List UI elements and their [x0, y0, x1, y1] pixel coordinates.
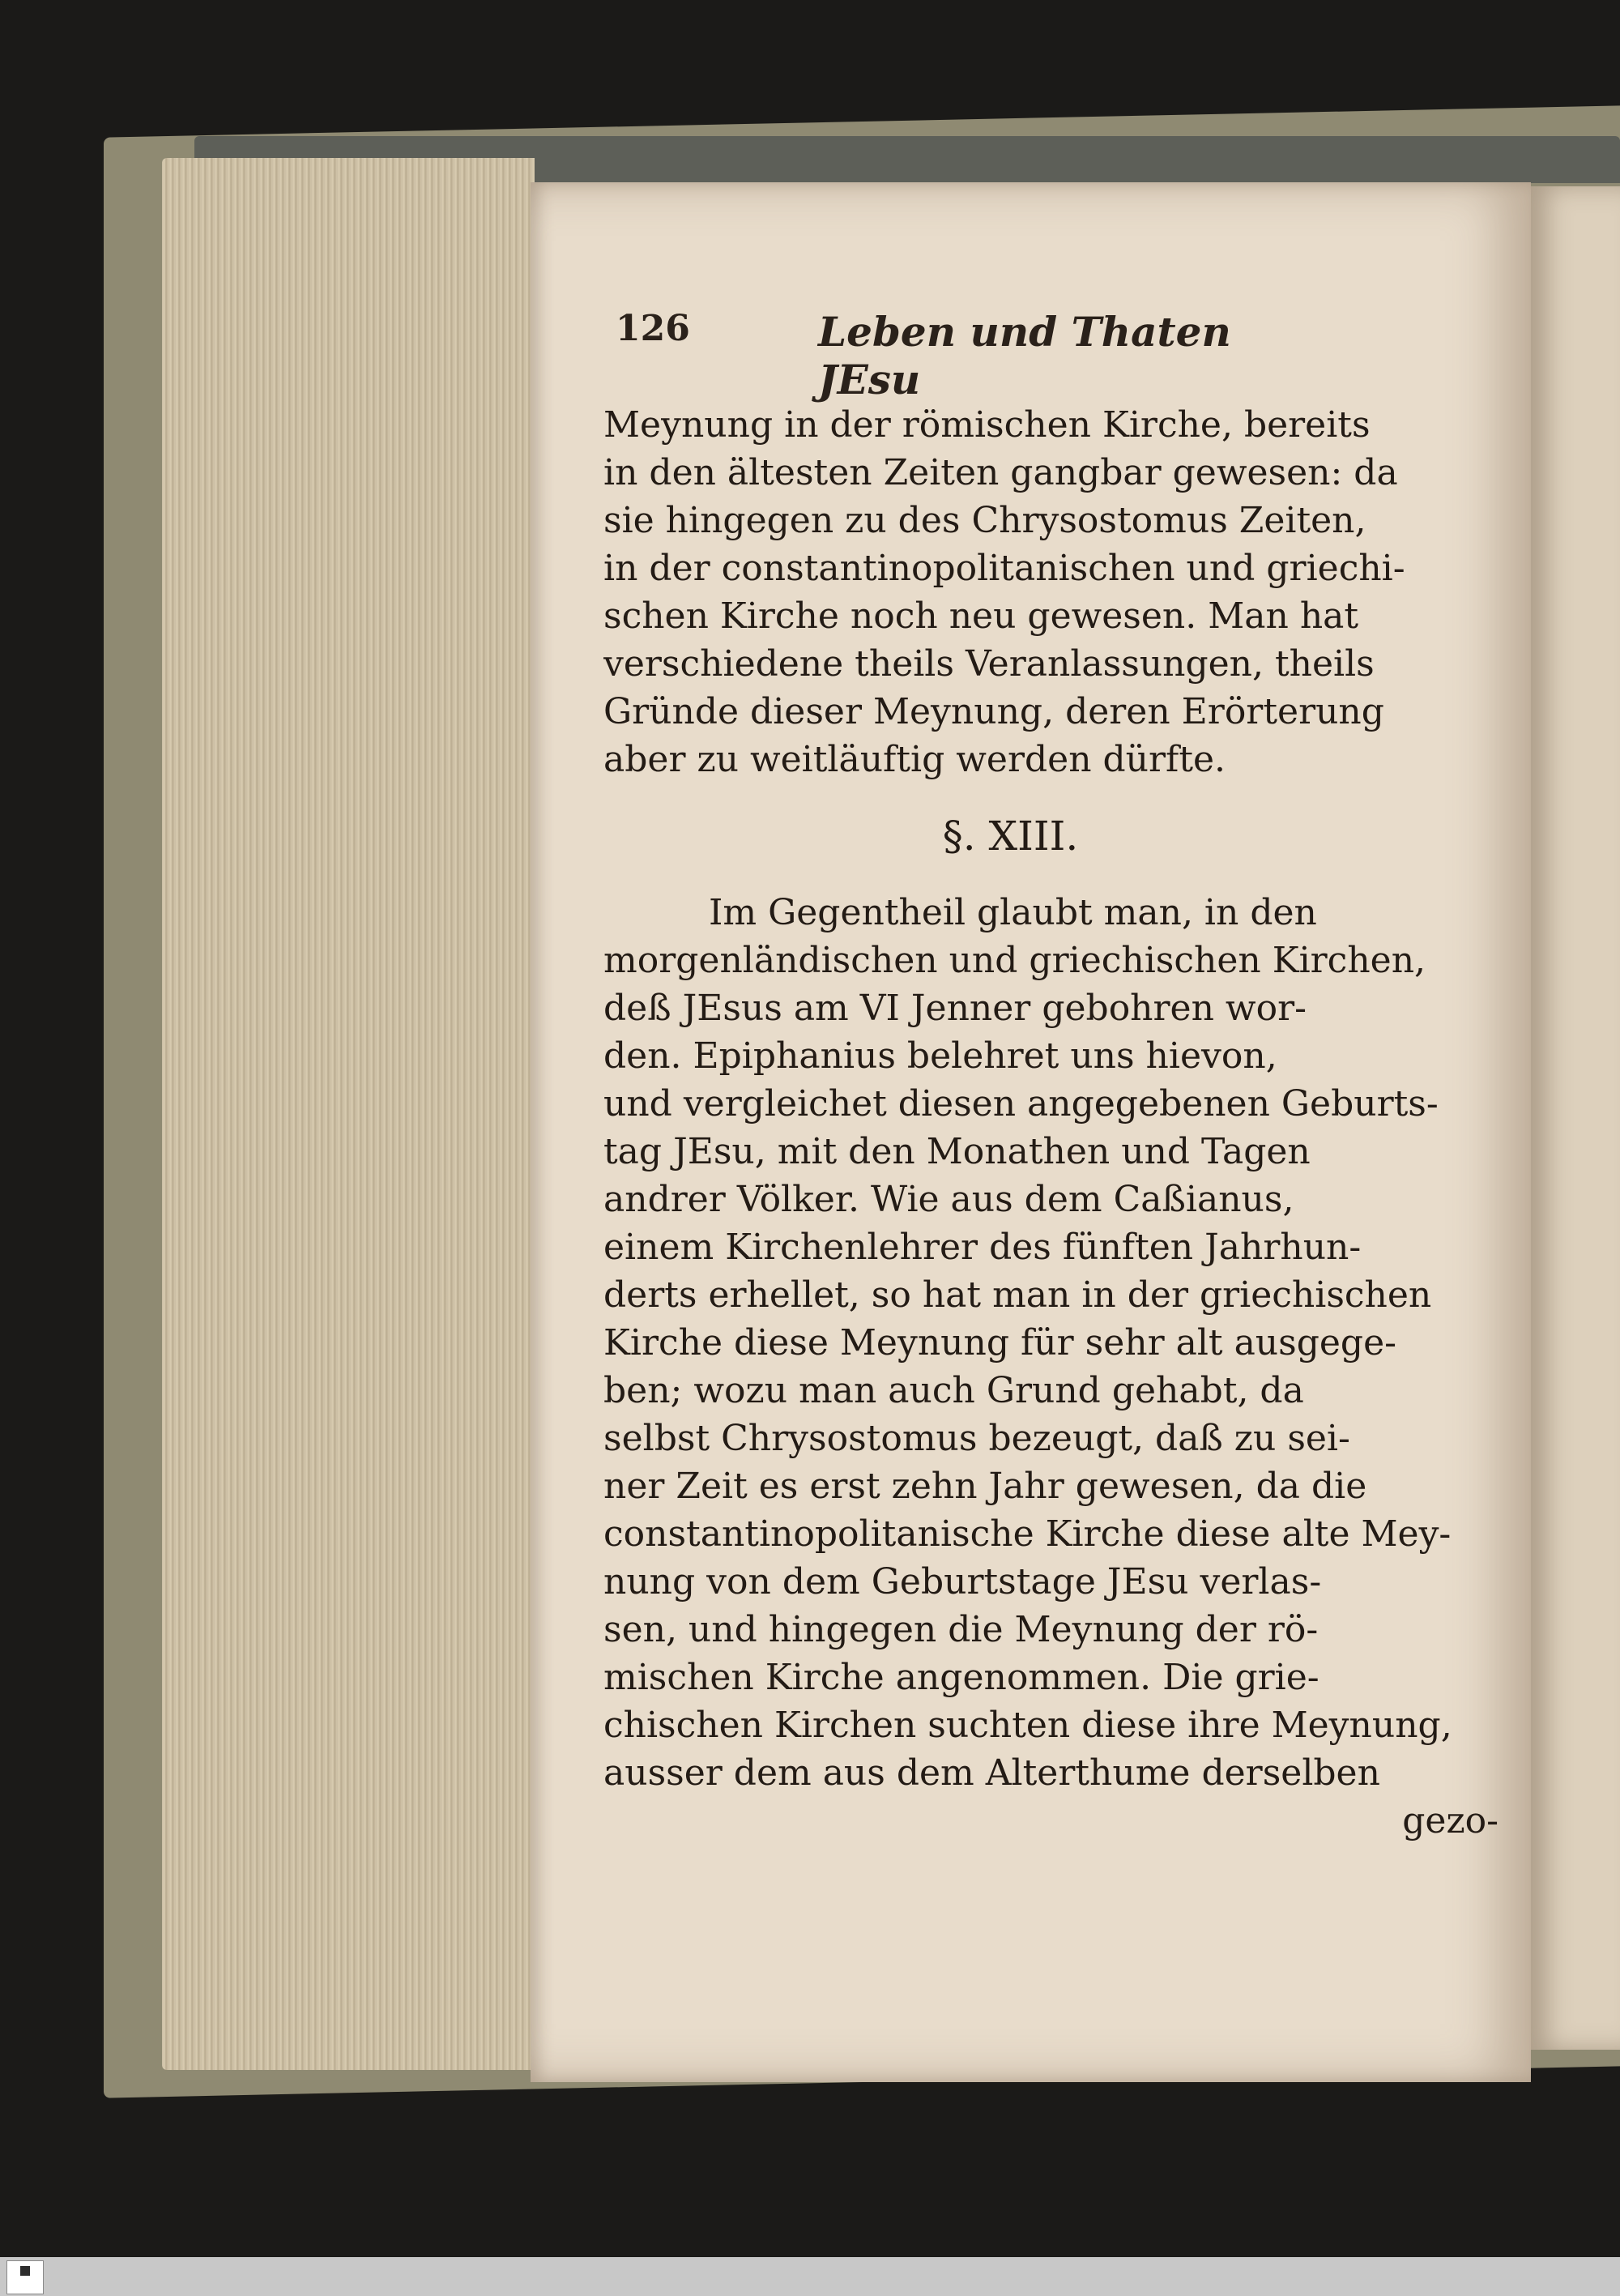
text-line: constantinopolitanische Kirche diese alte Mey-	[603, 1513, 1452, 1555]
catchword: gezo-	[1402, 1800, 1498, 1841]
text-line: in der constantinopolitanischen und griechi-	[603, 548, 1405, 589]
text-line: schen Kirche noch neu gewesen. Man hat	[603, 595, 1359, 637]
facing-page-edge	[1527, 186, 1620, 2050]
text-line: andrer Völker. Wie aus dem Caßianus,	[603, 1179, 1294, 1220]
text-line: mischen Kirche angenommen. Die grie-	[603, 1657, 1319, 1698]
text-line: ausser dem aus dem Alterthume derselben	[603, 1752, 1380, 1794]
text-line: chischen Kirchen suchten diese ihre Meynung,	[603, 1705, 1452, 1746]
text-line: aber zu weitläuftig werden dürfte.	[603, 739, 1226, 780]
text-line: nung von dem Geburtstage JEsu verlas-	[603, 1561, 1322, 1603]
text-line: sen, und hingegen die Meynung der rö-	[603, 1609, 1319, 1650]
page-number: 126	[616, 308, 690, 349]
text-line: Kirche diese Meynung für sehr alt ausgege-	[603, 1322, 1396, 1364]
text-line: in den ältesten Zeiten gangbar gewesen: da	[603, 452, 1398, 493]
section-heading: §. XIII.	[942, 813, 1079, 860]
text-line: einem Kirchenlehrer des fünften Jahrhun-	[603, 1227, 1362, 1268]
text-line: den. Epiphanius belehret uns hievon,	[603, 1035, 1277, 1077]
text-line: und vergleichet diesen angegebenen Geburts-	[603, 1083, 1439, 1125]
viewer-bottom-bar	[0, 2257, 1620, 2296]
running-head	[616, 308, 1345, 403]
text-line: derts erhellet, so hat man in der griechischen	[603, 1274, 1432, 1316]
logo-mark-icon	[20, 2266, 30, 2276]
text-line: deß JEsus am VI Jenner gebohren wor-	[603, 988, 1307, 1029]
text-line: Meynung in der römischen Kirche, bereits	[603, 404, 1371, 446]
text-line: sie hingegen zu des Chrysostomus Zeiten,	[603, 500, 1366, 541]
text-block	[603, 401, 1515, 1845]
library-logo-icon[interactable]	[6, 2260, 44, 2294]
text-line: tag JEsu, mit den Monathen und Tagen	[603, 1131, 1311, 1172]
text-line: Gründe dieser Meynung, deren Erörterung	[603, 691, 1384, 732]
text-line: ner Zeit es erst zehn Jahr gewesen, da die	[603, 1466, 1367, 1507]
running-title: Leben und Thaten JEsu	[818, 308, 1231, 403]
text-line: selbst Chrysostomus bezeugt, daß zu sei-	[603, 1418, 1350, 1459]
text-line: verschiedene theils Veranlassungen, theils	[603, 643, 1375, 685]
text-line: ben; wozu man auch Grund gehabt, da	[603, 1370, 1304, 1411]
text-line: Im Gegentheil glaubt man, in den	[709, 892, 1317, 933]
text-line: morgenländischen und griechischen Kirchen,	[603, 940, 1426, 981]
page-edges	[162, 158, 535, 2070]
